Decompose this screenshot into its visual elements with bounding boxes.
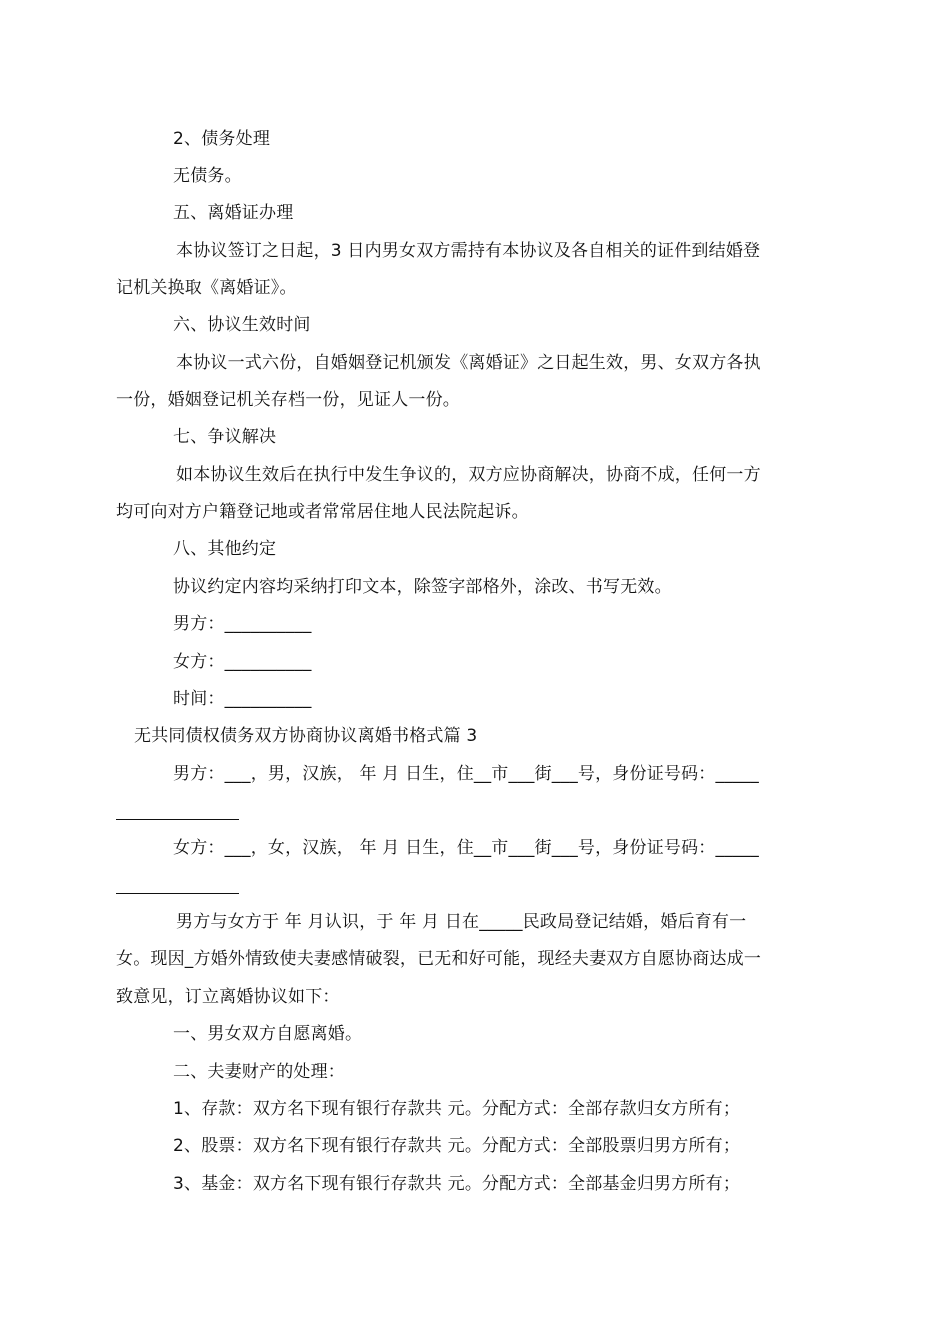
clause-2-stocks: 2、股票：双方名下现有银行存款共 元。分配方式：全部股票归男方所有；: [173, 1136, 741, 1156]
section-title: 无共同债权债务双方协商协议离婚书格式篇 3: [134, 726, 478, 746]
paragraph-effective-line1: 本协议一式六份，自婚姻登记机颁发《离婚证》之日起生效，男、女双方各执: [176, 353, 761, 373]
paragraph-no-debt: 无债务。: [173, 166, 242, 186]
clause-2-deposits: 1、存款：双方名下现有银行存款共 元。分配方式：全部存款归女方所有；: [173, 1099, 741, 1119]
signature-date: 时间：__________: [173, 689, 312, 709]
male-id-continuation-line: [116, 819, 239, 820]
male-party-info: 男方：___，男，汉族， 年 月 日生，住__市___街___号，身份证号码：_____: [173, 764, 760, 784]
heading-other: 八、其他约定: [173, 539, 277, 559]
heading-certificate: 五、离婚证办理: [173, 203, 294, 223]
signature-male: 男方：__________: [173, 614, 312, 634]
paragraph-other: 协议约定内容均采纳打印文本，除签字部格外，涂改、书写无效。: [173, 577, 672, 597]
paragraph-intro-line1: 男方与女方于 年 月认识，于 年 月 日在_____民政局登记结婚，婚后育有一: [176, 912, 747, 932]
clause-2-funds: 3、基金：双方名下现有银行存款共 元。分配方式：全部基金归男方所有；: [173, 1174, 741, 1194]
paragraph-effective-line2: 一份，婚姻登记机关存档一份，见证人一份。: [116, 390, 460, 410]
signature-female: 女方：__________: [173, 652, 312, 672]
paragraph-dispute-line1: 如本协议生效后在执行中发生争议的，双方应协商解决，协商不成，任何一方: [176, 465, 761, 485]
female-id-continuation-line: [116, 893, 239, 894]
clause-1: 一、男女双方自愿离婚。: [173, 1024, 363, 1044]
heading-debt: 2、债务处理: [173, 129, 271, 149]
heading-dispute: 七、争议解决: [173, 427, 277, 447]
paragraph-intro-line3: 致意见，订立离婚协议如下：: [116, 987, 340, 1007]
heading-effective-time: 六、协议生效时间: [173, 315, 311, 335]
female-party-info: 女方：___，女，汉族， 年 月 日生，住__市___街___号，身份证号码：_____: [173, 838, 760, 858]
paragraph-dispute-line2: 均可向对方户籍登记地或者常常居住地人民法院起诉。: [116, 502, 529, 522]
clause-2-heading: 二、夫妻财产的处理：: [173, 1062, 345, 1082]
paragraph-intro-line2: 女。现因_方婚外情致使夫妻感情破裂，已无和好可能，现经夫妻双方自愿协商达成一: [116, 949, 762, 969]
paragraph-certificate-line1: 本协议签订之日起，3 日内男女双方需持有本协议及各自相关的证件到结婚登: [176, 241, 761, 261]
paragraph-certificate-line2: 记机关换取《离婚证》。: [116, 278, 297, 298]
